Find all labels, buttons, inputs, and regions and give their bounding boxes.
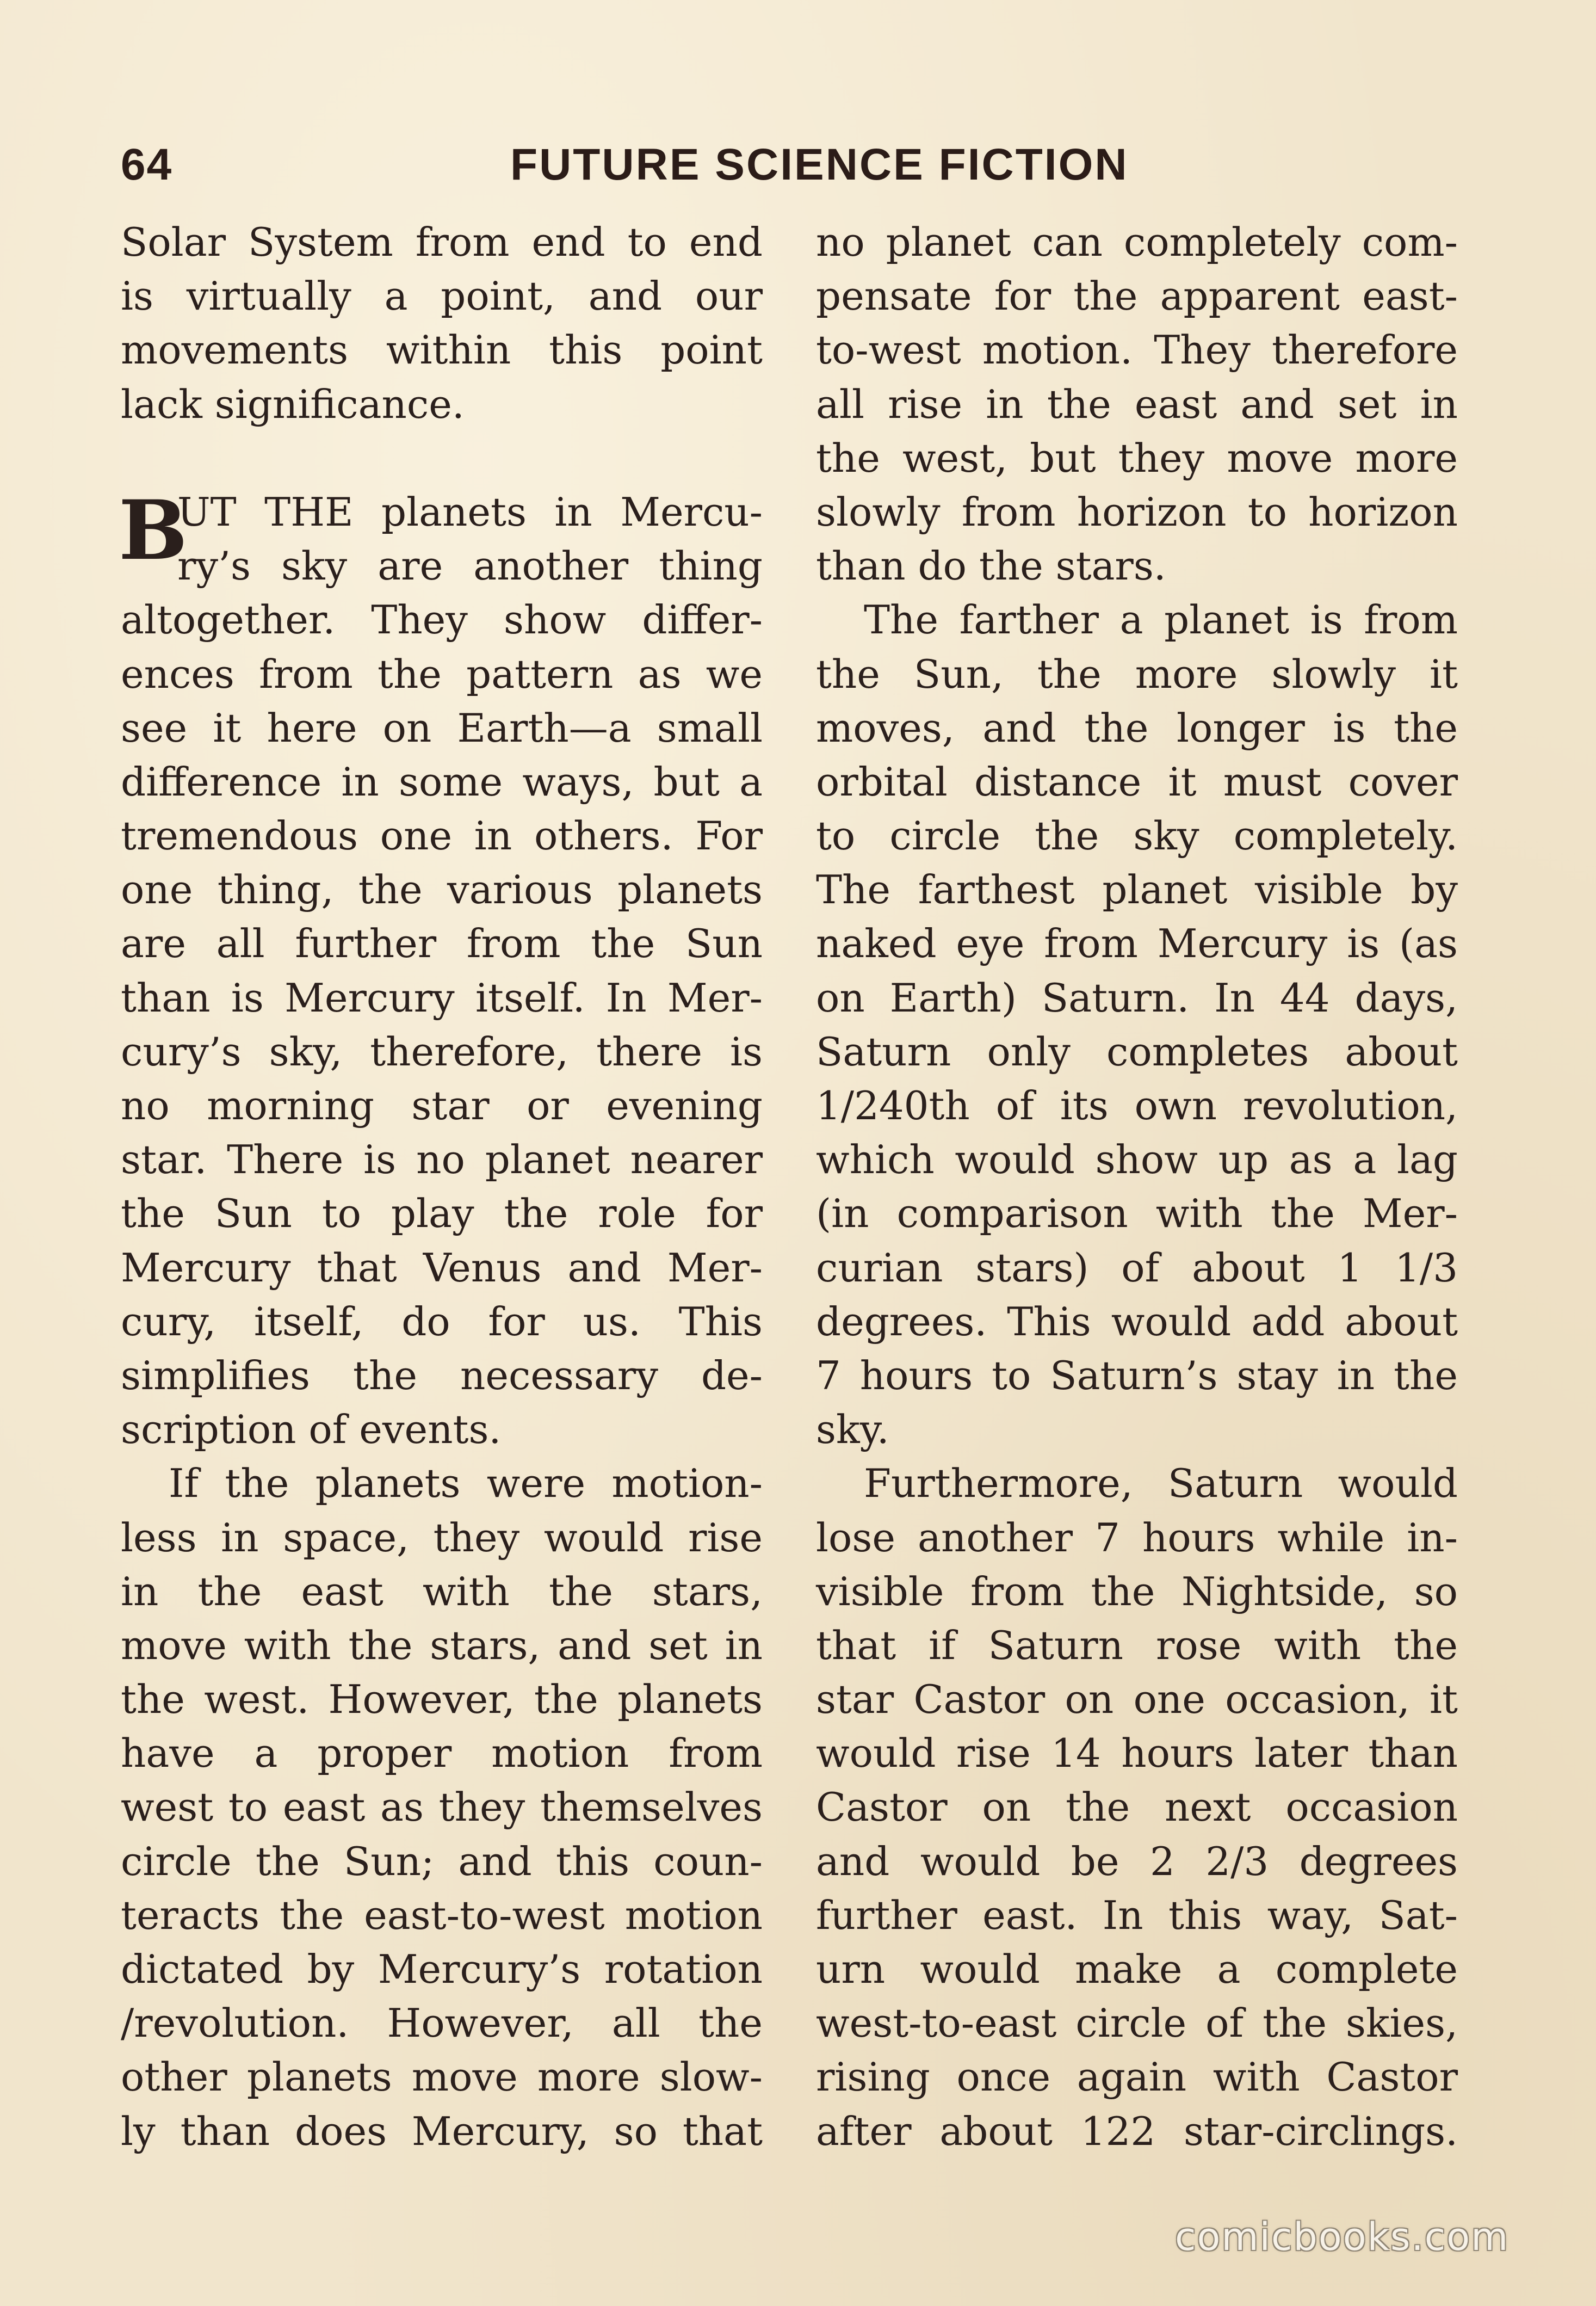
text-line: Furthermore, Saturn would	[864, 1460, 1458, 1507]
left-column	[121, 215, 763, 2159]
right-column	[816, 215, 1458, 2159]
text-line: no morning star or evening	[121, 1083, 763, 1129]
section-break	[121, 431, 763, 485]
text-line: lack significance.	[121, 381, 465, 427]
text-line: moves, and the longer is the	[816, 705, 1458, 751]
text-line: on Earth) Saturn. In 44 days,	[816, 975, 1458, 1021]
site-watermark: comicbooks.com	[1175, 2215, 1510, 2259]
text-line: which would show up as a lag	[816, 1137, 1458, 1183]
text-line: ences from the pattern as we	[121, 651, 763, 697]
text-line: 7 hours to Saturn’s stay in the	[816, 1352, 1458, 1398]
text-line: movements within this point	[121, 327, 763, 373]
text-line: after about 122 star-circlings.	[816, 2108, 1458, 2154]
running-title: FUTURE SCIENCE FICTION	[510, 140, 1129, 189]
text-line: is virtually a point, and our	[121, 273, 763, 319]
paragraph-continued	[816, 215, 1458, 593]
text-line: and would be 2 2/3 degrees	[816, 1838, 1458, 1884]
text-line: to-west motion. They therefore	[816, 327, 1458, 373]
text-line: UT THE planets in Mercu-	[177, 489, 763, 535]
text-line: (in comparison with the Mer-	[816, 1191, 1458, 1237]
text-line: the west, but they move more	[816, 435, 1458, 481]
text-line: that if Saturn rose with the	[816, 1622, 1458, 1668]
text-line: star Castor on one occasion, it	[816, 1676, 1458, 1723]
text-line: slowly from horizon to horizon	[816, 489, 1458, 535]
text-line: If the planets were motion-	[169, 1460, 763, 1507]
text-line: circle the Sun; and this coun-	[121, 1838, 763, 1884]
text-line: than do the stars.	[816, 543, 1166, 589]
text-line: /revolution. However, all the	[121, 2000, 763, 2046]
text-line: would rise 14 hours later than	[816, 1730, 1458, 1777]
paragraph-dropcap	[119, 482, 763, 1457]
paragraph	[816, 1457, 1458, 2158]
text-line: west-to-east circle of the skies,	[816, 2000, 1458, 2046]
text-line: altogether. They show differ-	[121, 597, 763, 643]
text-line: Saturn only completes about	[816, 1028, 1458, 1075]
text-line: dictated by Mercury’s rotation	[121, 1946, 763, 1992]
text-line: are all further from the Sun	[121, 921, 763, 967]
text-line: to circle the sky completely.	[816, 813, 1458, 859]
text-line: one thing, the various planets	[121, 867, 763, 913]
text-line: the Sun to play the role for	[121, 1191, 763, 1237]
page-number: 64	[121, 140, 173, 189]
text-line: visible from the Nightside, so	[816, 1568, 1458, 1614]
text-line: ry’s sky are another thing	[177, 543, 763, 589]
paragraph-continued	[121, 215, 763, 431]
text-line: star. There is no planet nearer	[121, 1137, 763, 1183]
text-line: than is Mercury itself. In Mer-	[121, 975, 763, 1021]
text-line: Solar System from end to end	[121, 219, 763, 265]
text-line: urn would make a complete	[816, 1946, 1458, 1992]
text-line: Mercury that Venus and Mer-	[121, 1244, 763, 1291]
text-line: the west. However, the planets	[121, 1676, 763, 1723]
text-line: The farther a planet is from	[864, 597, 1458, 643]
text-line: simplifies the necessary de-	[121, 1352, 763, 1398]
text-line: degrees. This would add about	[816, 1298, 1458, 1345]
text-line: The farthest planet visible by	[816, 867, 1458, 913]
text-line: other planets move more slow-	[121, 2054, 763, 2100]
text-line: less in space, they would rise	[121, 1514, 763, 1561]
text-line: cury, itself, do for us. This	[121, 1298, 763, 1345]
text-line: pensate for the apparent east-	[816, 273, 1458, 319]
text-line: move with the stars, and set in	[121, 1622, 763, 1668]
text-line: rising once again with Castor	[816, 2054, 1458, 2100]
text-line: all rise in the east and set in	[816, 381, 1458, 427]
page-header	[0, 139, 1596, 199]
text-line: orbital distance it must cover	[816, 759, 1458, 805]
text-line: ly than does Mercury, so that	[121, 2108, 763, 2154]
text-line: naked eye from Mercury is (as	[816, 921, 1458, 967]
text-line: in the east with the stars,	[121, 1568, 763, 1614]
text-line: difference in some ways, but a	[121, 759, 763, 805]
text-line: curian stars) of about 1 1/3	[816, 1244, 1458, 1291]
text-line: lose another 7 hours while in-	[816, 1514, 1458, 1561]
text-line: have a proper motion from	[121, 1730, 763, 1777]
drop-cap-letter: B	[119, 482, 188, 578]
text-line: Castor on the next occasion	[816, 1784, 1458, 1830]
text-line: further east. In this way, Sat-	[816, 1892, 1458, 1938]
text-line: see it here on Earth—a small	[121, 705, 763, 751]
text-line: scription of events.	[121, 1407, 502, 1453]
text-line: west to east as they themselves	[121, 1784, 763, 1830]
text-line: the Sun, the more slowly it	[816, 651, 1458, 697]
text-line: cury’s sky, therefore, there is	[121, 1028, 763, 1075]
paragraph	[121, 1457, 763, 2158]
text-line: 1/240th of its own revolution,	[816, 1083, 1458, 1129]
text-line: teracts the east-to-west motion	[121, 1892, 763, 1938]
text-line: tremendous one in others. For	[121, 813, 763, 859]
paragraph	[816, 593, 1458, 1457]
text-line: sky.	[816, 1407, 889, 1453]
text-line: no planet can completely com-	[816, 219, 1458, 265]
